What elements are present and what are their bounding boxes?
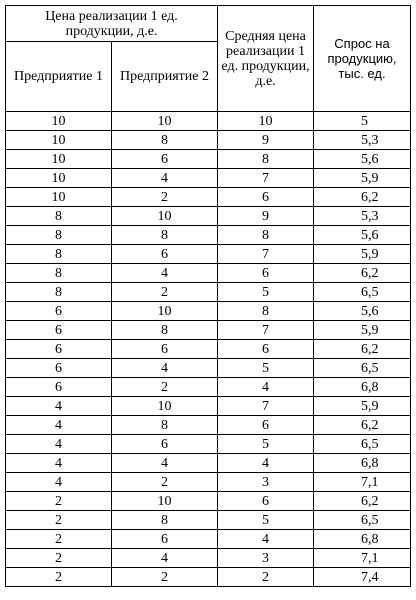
enterprise-2-price-cell: 8 — [112, 226, 218, 245]
demand-cell: 5,9 — [314, 397, 411, 416]
table-body — [6, 112, 411, 587]
enterprise-1-price-cell: 4 — [6, 454, 112, 473]
average-price-cell: 6 — [218, 188, 314, 207]
enterprise-1-price-cell: 6 — [6, 302, 112, 321]
enterprise-2-price-cell: 8 — [112, 511, 218, 530]
average-price-cell: 7 — [218, 245, 314, 264]
demand-cell: 6,5 — [314, 359, 411, 378]
enterprise-1-price-cell: 8 — [6, 207, 112, 226]
enterprise-1-price-cell: 6 — [6, 321, 112, 340]
demand-cell: 5,9 — [314, 245, 411, 264]
average-price-cell: 5 — [218, 435, 314, 454]
average-price-cell: 9 — [218, 207, 314, 226]
enterprise-1-price-cell: 2 — [6, 492, 112, 511]
enterprise-1-price-cell: 8 — [6, 264, 112, 283]
table-row — [6, 359, 411, 378]
price-demand-table — [5, 5, 411, 587]
average-price-cell: 7 — [218, 321, 314, 340]
enterprise-2-price-cell: 6 — [112, 245, 218, 264]
table-row — [6, 340, 411, 359]
average-price-cell: 2 — [218, 568, 314, 587]
enterprise-2-header: Предприятие 2 — [112, 42, 218, 112]
table-row — [6, 511, 411, 530]
average-price-cell: 3 — [218, 549, 314, 568]
table-row — [6, 283, 411, 302]
enterprise-1-price-cell: 6 — [6, 378, 112, 397]
enterprise-2-price-cell: 2 — [112, 473, 218, 492]
table-row — [6, 492, 411, 511]
demand-cell: 6,5 — [314, 511, 411, 530]
enterprise-2-price-cell: 10 — [112, 302, 218, 321]
table-row — [6, 549, 411, 568]
average-price-cell: 4 — [218, 454, 314, 473]
table-row — [6, 264, 411, 283]
enterprise-2-price-cell: 4 — [112, 359, 218, 378]
enterprise-1-price-cell: 10 — [6, 150, 112, 169]
enterprise-1-price-cell: 4 — [6, 473, 112, 492]
enterprise-1-price-cell: 6 — [6, 359, 112, 378]
table-row — [6, 112, 411, 131]
enterprise-1-price-cell: 4 — [6, 416, 112, 435]
table-row — [6, 169, 411, 188]
enterprise-1-price-cell: 4 — [6, 435, 112, 454]
average-price-cell: 6 — [218, 492, 314, 511]
table-row — [6, 226, 411, 245]
table-row — [6, 435, 411, 454]
table-row — [6, 568, 411, 587]
average-price-cell: 10 — [218, 112, 314, 131]
average-price-cell: 3 — [218, 473, 314, 492]
enterprise-1-price-cell: 2 — [6, 549, 112, 568]
table-row — [6, 150, 411, 169]
demand-cell: 6,5 — [314, 283, 411, 302]
demand-cell: 6,2 — [314, 188, 411, 207]
enterprise-2-price-cell: 4 — [112, 264, 218, 283]
average-price-cell: 8 — [218, 302, 314, 321]
table-header — [6, 6, 411, 112]
enterprise-2-price-cell: 10 — [112, 492, 218, 511]
demand-cell: 6,2 — [314, 340, 411, 359]
average-price-cell: 4 — [218, 378, 314, 397]
enterprise-2-price-cell: 2 — [112, 568, 218, 587]
enterprise-1-price-cell: 6 — [6, 340, 112, 359]
table-row — [6, 530, 411, 549]
enterprise-1-price-cell: 4 — [6, 397, 112, 416]
enterprise-2-price-cell: 6 — [112, 530, 218, 549]
table-row — [6, 207, 411, 226]
demand-cell: 5,6 — [314, 150, 411, 169]
enterprise-2-price-cell: 6 — [112, 150, 218, 169]
table-row — [6, 454, 411, 473]
demand-cell: 5 — [314, 112, 411, 131]
average-price-cell: 8 — [218, 226, 314, 245]
enterprise-1-price-cell: 10 — [6, 188, 112, 207]
demand-cell: 6,2 — [314, 264, 411, 283]
enterprise-1-price-cell: 8 — [6, 245, 112, 264]
average-price-cell: 7 — [218, 397, 314, 416]
average-price-cell: 4 — [218, 530, 314, 549]
header-row-top — [6, 6, 411, 42]
average-price-cell: 5 — [218, 511, 314, 530]
demand-header: Спрос на продукцию, тыс. ед. — [314, 6, 411, 112]
enterprise-2-price-cell: 2 — [112, 283, 218, 302]
demand-cell: 6,8 — [314, 530, 411, 549]
average-price-cell: 7 — [218, 169, 314, 188]
demand-cell: 5,6 — [314, 302, 411, 321]
price-group-header: Цена реализации 1 ед. продукции, д.е. — [6, 6, 218, 42]
demand-cell: 6,8 — [314, 454, 411, 473]
demand-cell: 5,3 — [314, 207, 411, 226]
table-row — [6, 321, 411, 340]
table-row — [6, 188, 411, 207]
demand-cell: 5,9 — [314, 321, 411, 340]
demand-cell: 7,1 — [314, 549, 411, 568]
enterprise-1-price-cell: 2 — [6, 530, 112, 549]
enterprise-2-price-cell: 2 — [112, 188, 218, 207]
table-row — [6, 473, 411, 492]
average-price-cell: 9 — [218, 131, 314, 150]
average-price-cell: 6 — [218, 264, 314, 283]
demand-cell: 5,9 — [314, 169, 411, 188]
demand-cell: 7,1 — [314, 473, 411, 492]
enterprise-2-price-cell: 8 — [112, 131, 218, 150]
enterprise-2-price-cell: 8 — [112, 321, 218, 340]
enterprise-2-price-cell: 6 — [112, 435, 218, 454]
average-price-cell: 6 — [218, 340, 314, 359]
demand-cell: 6,8 — [314, 378, 411, 397]
demand-cell: 5,6 — [314, 226, 411, 245]
average-price-cell: 5 — [218, 283, 314, 302]
demand-cell: 5,3 — [314, 131, 411, 150]
enterprise-2-price-cell: 8 — [112, 416, 218, 435]
table-row — [6, 131, 411, 150]
table-row — [6, 378, 411, 397]
enterprise-1-price-cell: 8 — [6, 283, 112, 302]
table-row — [6, 245, 411, 264]
demand-cell: 6,2 — [314, 492, 411, 511]
enterprise-2-price-cell: 10 — [112, 112, 218, 131]
enterprise-1-price-cell: 8 — [6, 226, 112, 245]
average-price-cell: 6 — [218, 416, 314, 435]
enterprise-1-header: Предприятие 1 — [6, 42, 112, 112]
table-row — [6, 397, 411, 416]
enterprise-2-price-cell: 2 — [112, 378, 218, 397]
enterprise-2-price-cell: 4 — [112, 454, 218, 473]
demand-cell: 6,2 — [314, 416, 411, 435]
table-row — [6, 416, 411, 435]
demand-cell: 6,5 — [314, 435, 411, 454]
enterprise-1-price-cell: 2 — [6, 511, 112, 530]
enterprise-2-price-cell: 10 — [112, 207, 218, 226]
table-row — [6, 302, 411, 321]
enterprise-1-price-cell: 10 — [6, 131, 112, 150]
enterprise-1-price-cell: 10 — [6, 112, 112, 131]
average-price-cell: 8 — [218, 150, 314, 169]
enterprise-2-price-cell: 4 — [112, 169, 218, 188]
enterprise-2-price-cell: 10 — [112, 397, 218, 416]
enterprise-1-price-cell: 2 — [6, 568, 112, 587]
demand-cell: 7,4 — [314, 568, 411, 587]
average-price-cell: 5 — [218, 359, 314, 378]
enterprise-1-price-cell: 10 — [6, 169, 112, 188]
enterprise-2-price-cell: 6 — [112, 340, 218, 359]
enterprise-2-price-cell: 4 — [112, 549, 218, 568]
average-price-header: Средняя цена реализации 1 ед. продукции, д.е. — [218, 6, 314, 112]
